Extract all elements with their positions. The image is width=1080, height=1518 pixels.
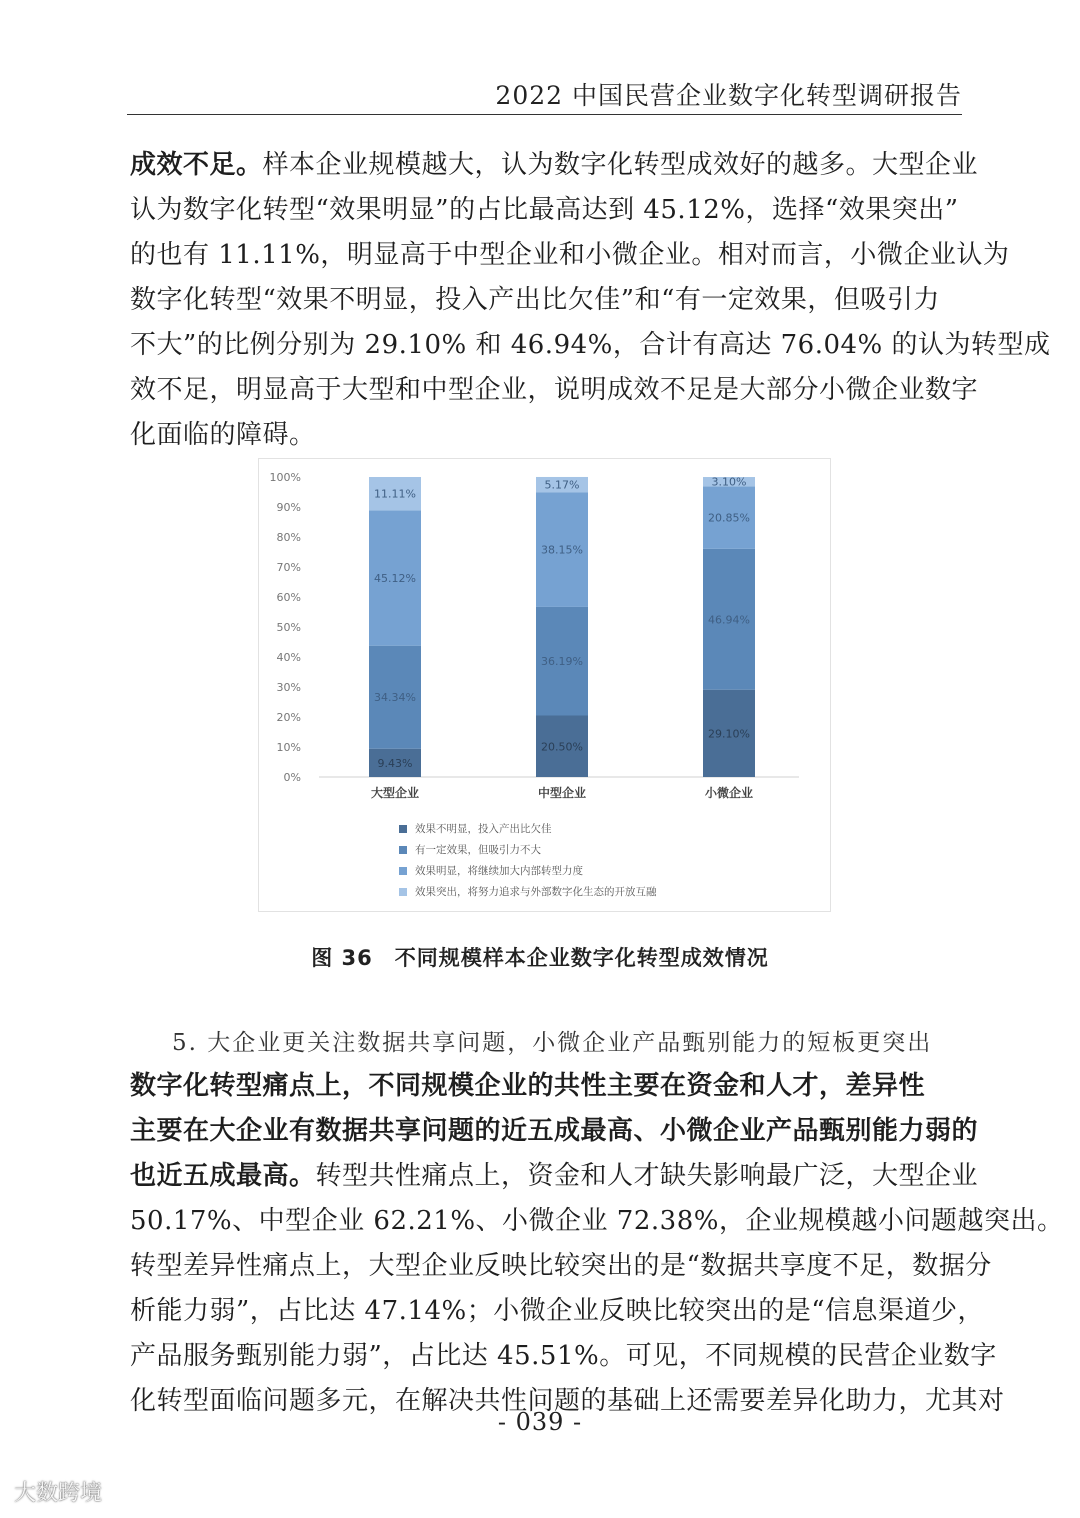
text-line (130, 368, 979, 413)
data-label: 9.43% (377, 756, 413, 770)
section-heading: 5. 大企业更关注数据共享问题，小微企业产品甄别能力的短板更突出 (172, 1030, 933, 1056)
data-label: 29.10% (708, 727, 750, 741)
header-rule (127, 114, 962, 115)
plain-text: 认为数字化转型“效果明显”的占比最高达到 45.12%，选择“效果突出” (130, 195, 959, 225)
bold-text: 主要在大企业有数据共享问题的近五成最高、小微企业产品甄别能力弱的 (130, 1116, 979, 1146)
data-label: 20.50% (541, 740, 583, 754)
figure-caption: 图 36 不同规模样本企业数字化转型成效情况 (311, 946, 769, 970)
bold-text: 也近五成最高。 (130, 1161, 316, 1191)
text-line (130, 1199, 1064, 1244)
legend-label: 有一定效果，但吸引力不大 (415, 844, 541, 856)
plain-text: 产品服务甄别能力弱”，占比达 45.51%。可见，不同规模的民营企业数字 (130, 1341, 997, 1371)
legend-swatch (399, 846, 407, 854)
text-line (130, 1334, 997, 1379)
legend-label: 效果明显，将继续加大内部转型力度 (415, 865, 583, 877)
data-label: 38.15% (541, 543, 583, 557)
legend-swatch (399, 825, 407, 833)
text-line (130, 413, 965, 458)
text-line (130, 1109, 979, 1154)
stacked-bar-chart (259, 459, 830, 819)
text-line (130, 233, 1010, 278)
y-tick-label: 10% (276, 741, 301, 754)
paragraph-2 (130, 1064, 1064, 1424)
plain-text: 转型差异性痛点上，大型企业反映比较突出的是“数据共享度不足，数据分 (130, 1251, 992, 1281)
text-line (130, 1154, 979, 1199)
x-category-label: 大型企业 (370, 786, 420, 800)
y-tick-label: 80% (276, 531, 301, 544)
y-tick-label: 100% (269, 471, 301, 484)
data-label: 20.85% (708, 511, 750, 525)
plain-text: 数字化转型“效果不明显，投入产出比欠佳”和“有一定效果，但吸引力 (130, 285, 940, 315)
plain-text: 的也有 11.11%，明显高于中型企业和小微企业。相对而言，小微企业认为 (130, 240, 1010, 270)
data-label: 46.94% (708, 613, 750, 627)
plain-text: 转型共性痛点上，资金和人才缺失影响最广泛，大型企业 (315, 1161, 979, 1191)
text-line (130, 1244, 992, 1289)
plain-text: 50.17%、中型企业 62.21%、小微企业 72.38%，企业规模越小问题越突出。 (130, 1206, 1064, 1236)
legend-item (399, 881, 657, 902)
data-label: 45.12% (374, 572, 416, 586)
figure-36 (258, 458, 831, 912)
data-label: 36.19% (541, 655, 583, 669)
y-tick-label: 20% (276, 711, 301, 724)
bold-text: 成效不足。 (130, 150, 263, 180)
legend-label: 效果突出，将努力追求与外部数字化生态的开放互融 (415, 886, 657, 898)
page-number: - 039 - (497, 1408, 583, 1436)
plain-text: 样本企业规模越大，认为数字化转型成效好的越多。大型企业 (262, 150, 979, 180)
y-tick-label: 40% (276, 651, 301, 664)
text-line (130, 143, 979, 188)
bold-text: 数字化转型痛点上，不同规模企业的共性主要在资金和人才，差异性 (130, 1071, 926, 1101)
y-tick-label: 90% (276, 501, 301, 514)
text-line (130, 188, 965, 233)
text-line (130, 323, 1051, 368)
y-tick-label: 30% (276, 681, 301, 694)
legend-item (399, 839, 657, 860)
plain-text: 化面临的障碍。 (130, 420, 316, 450)
text-line (130, 1064, 965, 1109)
y-tick-label: 50% (276, 621, 301, 634)
data-label: 11.11% (374, 487, 416, 501)
plain-text: 效不足，明显高于大型和中型企业，说明成效不足是大部分小微企业数字 (130, 375, 979, 405)
y-tick-label: 0% (283, 771, 301, 784)
plain-text: 不大”的比例分别为 29.10% 和 46.94%，合计有高达 76.04% 的认为转型成 (130, 330, 1051, 360)
text-line (130, 278, 965, 323)
running-header: 2022 中国民营企业数字化转型调研报告 (495, 81, 962, 110)
x-category-label: 中型企业 (537, 786, 587, 800)
data-label: 5.17% (544, 478, 580, 492)
watermark: 大数跨境 (14, 1481, 103, 1506)
text-line (130, 1289, 984, 1334)
legend-swatch (399, 867, 407, 875)
legend-item (399, 860, 657, 881)
x-category-label: 小微企业 (704, 786, 754, 800)
legend-item (399, 818, 657, 839)
y-tick-label: 60% (276, 591, 301, 604)
data-label: 3.10% (711, 475, 747, 489)
legend-swatch (399, 888, 407, 896)
chart-legend (399, 818, 657, 902)
plain-text: 化转型面临问题多元，在解决共性问题的基础上还需要差异化助力，尤其对 (130, 1386, 1005, 1416)
data-label: 34.34% (374, 691, 416, 705)
paragraph-1 (130, 143, 1051, 458)
legend-label: 效果不明显，投入产出比欠佳 (415, 823, 552, 835)
plain-text: 析能力弱”，占比达 47.14%；小微企业反映比较突出的是“信息渠道少， (130, 1296, 984, 1326)
y-tick-label: 70% (276, 561, 301, 574)
